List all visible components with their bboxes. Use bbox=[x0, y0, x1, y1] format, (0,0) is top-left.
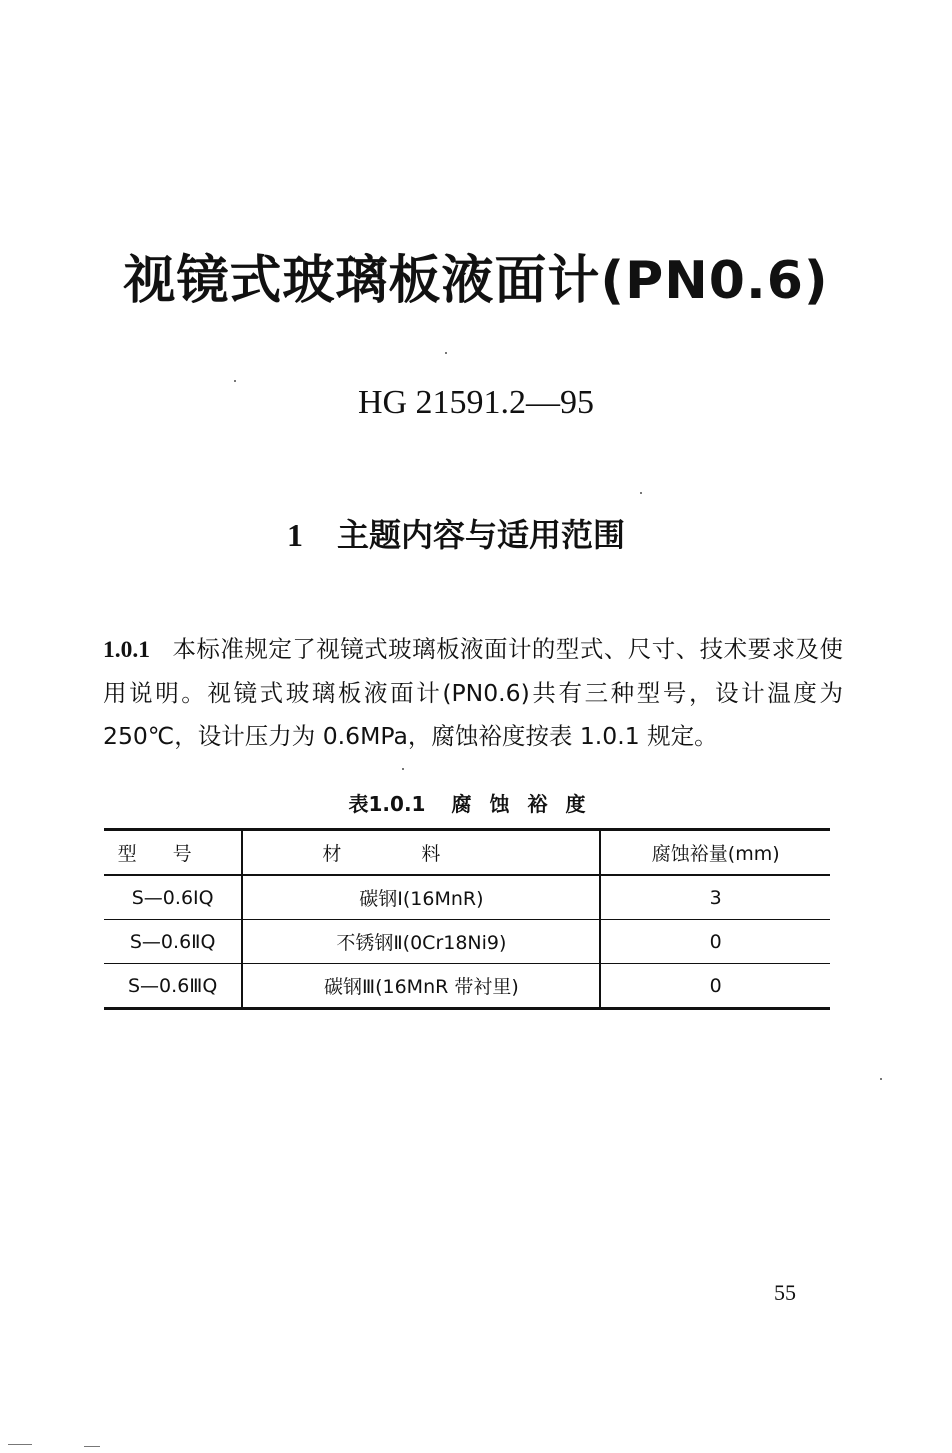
clause-text: 本标准规定了视镜式玻璃板液面计的型式、尺寸、技术要求及使用说明。视镜式玻璃板液面计(PN0.6)共有三种型号，设计温度为 250℃，设计压力为 0.6MPa，腐蚀裕度按表 1.0.1 规定。 bbox=[103, 635, 843, 750]
header-allowance: 腐蚀裕量(mm) bbox=[600, 830, 830, 876]
table-row bbox=[104, 875, 830, 920]
scan-speck bbox=[84, 1446, 100, 1447]
header-model: 型号 bbox=[117, 843, 228, 865]
cell-material: 碳钢Ⅰ(16MnR) bbox=[242, 875, 600, 920]
scan-speck bbox=[234, 380, 236, 382]
document-title: 视镜式玻璃板液面计(PN0.6) bbox=[123, 251, 829, 311]
table-header-row bbox=[104, 830, 830, 876]
section-number: 1 bbox=[287, 517, 303, 553]
page-number: 55 bbox=[774, 1280, 796, 1305]
table-row bbox=[104, 920, 830, 964]
corrosion-allowance-table bbox=[104, 828, 830, 1010]
section-title: 主题内容与适用范围 bbox=[337, 516, 626, 554]
scan-speck bbox=[402, 768, 404, 770]
scan-speck bbox=[445, 352, 447, 354]
cell-model: S—0.6ⅢQ bbox=[128, 974, 218, 997]
clause-number: 1.0.1 bbox=[103, 637, 150, 663]
cell-allowance: 0 bbox=[600, 964, 830, 1009]
cell-model: S—0.6ⅠQ bbox=[131, 886, 214, 909]
scan-speck bbox=[880, 1078, 882, 1080]
table-caption-label: 表1.0.1 bbox=[348, 792, 426, 816]
cell-allowance: 3 bbox=[600, 875, 830, 920]
cell-model: S—0.6ⅡQ bbox=[129, 930, 216, 953]
header-material: 材料 bbox=[242, 830, 600, 876]
clause-paragraph bbox=[103, 628, 843, 758]
table-caption bbox=[0, 788, 952, 817]
scan-speck bbox=[8, 1444, 32, 1445]
section-heading bbox=[287, 510, 625, 556]
table-row bbox=[104, 964, 830, 1009]
cell-allowance: 0 bbox=[600, 920, 830, 964]
standard-code: HG 21591.2—95 bbox=[357, 384, 595, 421]
table-caption-name: 腐蚀裕度 bbox=[451, 792, 604, 816]
cell-material: 碳钢Ⅲ(16MnR 带衬里) bbox=[242, 964, 600, 1009]
cell-material: 不锈钢Ⅱ(0Cr18Ni9) bbox=[242, 920, 600, 964]
scan-speck bbox=[640, 492, 642, 494]
